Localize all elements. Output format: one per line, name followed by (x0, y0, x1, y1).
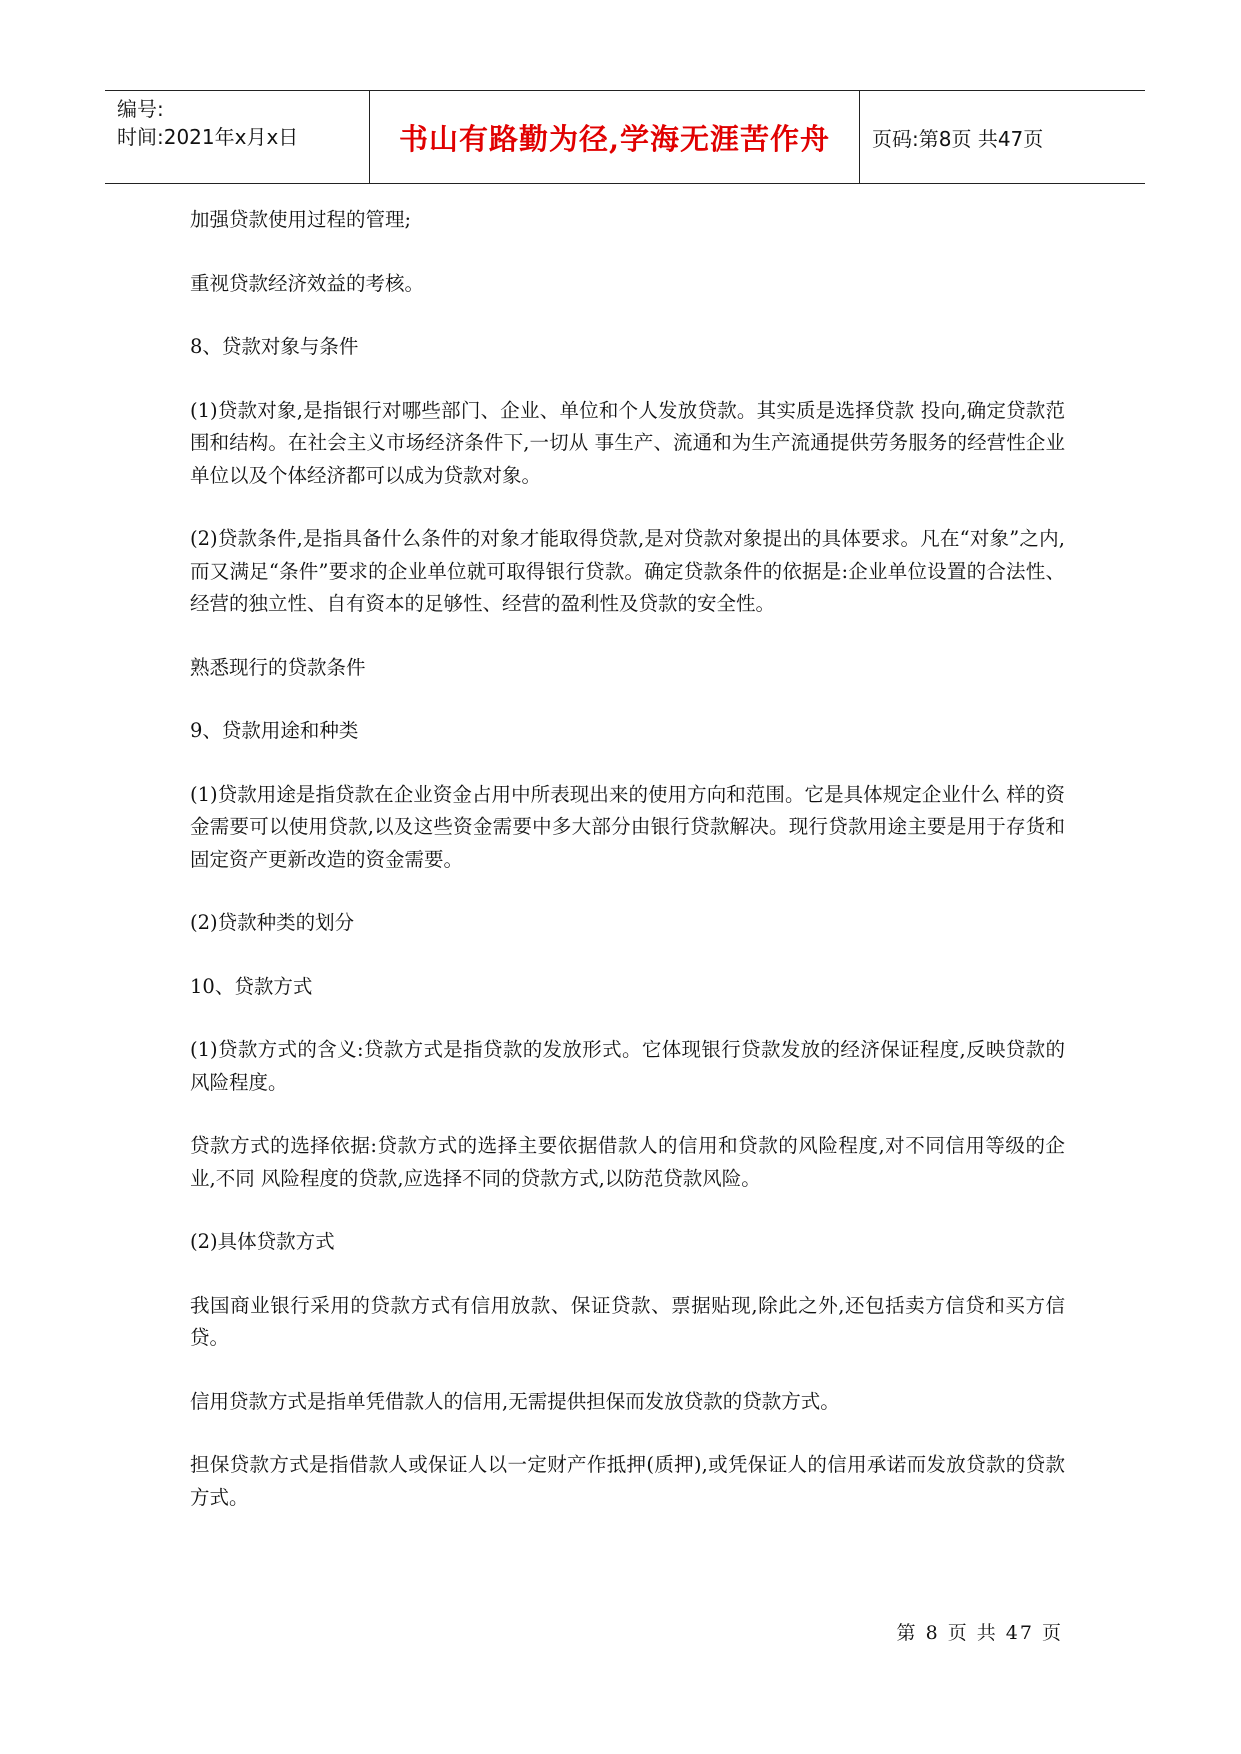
paragraph: 担保贷款方式是指借款人或保证人以一定财产作抵押(质押),或凭保证人的信用承诺而发放贷款的贷款方式。 (190, 1453, 1065, 1509)
paragraph: 重视贷款经济效益的考核。 (190, 271, 425, 295)
header-page-info (860, 91, 1145, 183)
paragraph: 信用贷款方式是指单凭借款人的信用,无需提供担保而发放贷款的贷款方式。 (190, 1389, 840, 1413)
motto-text: 书山有路勤为径,学海无涯苦作舟 (398, 121, 831, 156)
section-heading: 10、贷款方式 (190, 974, 313, 998)
paragraph: (1)贷款方式的含义:贷款方式是指贷款的发放形式。它体现银行贷款发放的经济保证程度,反映贷款的风险程度。 (190, 1038, 1065, 1094)
paragraph: (2)贷款种类的划分 (190, 911, 355, 934)
page-footer: 第 8 页 共 47 页 (896, 1622, 1063, 1644)
paragraph: (1)贷款用途是指贷款在企业资金占用中所表现出来的使用方向和范围。它是具体规定企业什么 样的资金需要可以使用贷款,以及这些资金需要中多大部分由银行贷款解决。现行贷款用途主要是用于存货和固定资产更新改造的资金需要。 (190, 782, 1065, 871)
paragraph: (1)贷款对象,是指银行对哪些部门、企业、单位和个人发放贷款。其实质是选择贷款 投向,确定贷款范围和结构。在社会主义市场经济条件下,一切从 事生产、流通和为生产流通提供劳务服务的经营性企业单位以及个体经济都可以成为贷款对象。 (190, 398, 1065, 487)
section-heading: 8、贷款对象与条件 (190, 335, 359, 358)
header-motto-cell (370, 91, 860, 183)
paragraph: 加强贷款使用过程的管理; (190, 208, 412, 231)
serial-number-label: 编号: (117, 97, 164, 121)
section-heading: 9、贷款用途和种类 (190, 719, 359, 742)
paragraph: 熟悉现行的贷款条件 (190, 655, 366, 679)
header-meta (105, 91, 370, 183)
page-number-label: 页码:第8页 共47页 (872, 126, 1044, 151)
paragraph: (2)具体贷款方式 (190, 1230, 335, 1253)
paragraph: 贷款方式的选择依据:贷款方式的选择主要依据借款人的信用和贷款的风险程度,对不同信用等级的企业,不同 风险程度的贷款,应选择不同的贷款方式,以防范贷款风险。 (190, 1134, 1065, 1190)
page-header (105, 90, 1145, 184)
paragraph: (2)贷款条件,是指具备什么条件的对象才能取得贷款,是对贷款对象提出的具体要求。凡在“对象”之内,而又满足“条件”要求的企业单位就可取得银行贷款。确定贷款条件的依据是:企业单位设置的合法性、经营的独立性、自有资本的足够性、经营的盈利性及贷款的安全性。 (190, 527, 1065, 615)
document-body (190, 204, 1065, 1545)
date-label: 时间:2021年x月x日 (117, 125, 299, 149)
paragraph: 我国商业银行采用的贷款方式有信用放款、保证贷款、票据贴现,除此之外,还包括卖方信贷和买方信贷。 (190, 1293, 1065, 1349)
